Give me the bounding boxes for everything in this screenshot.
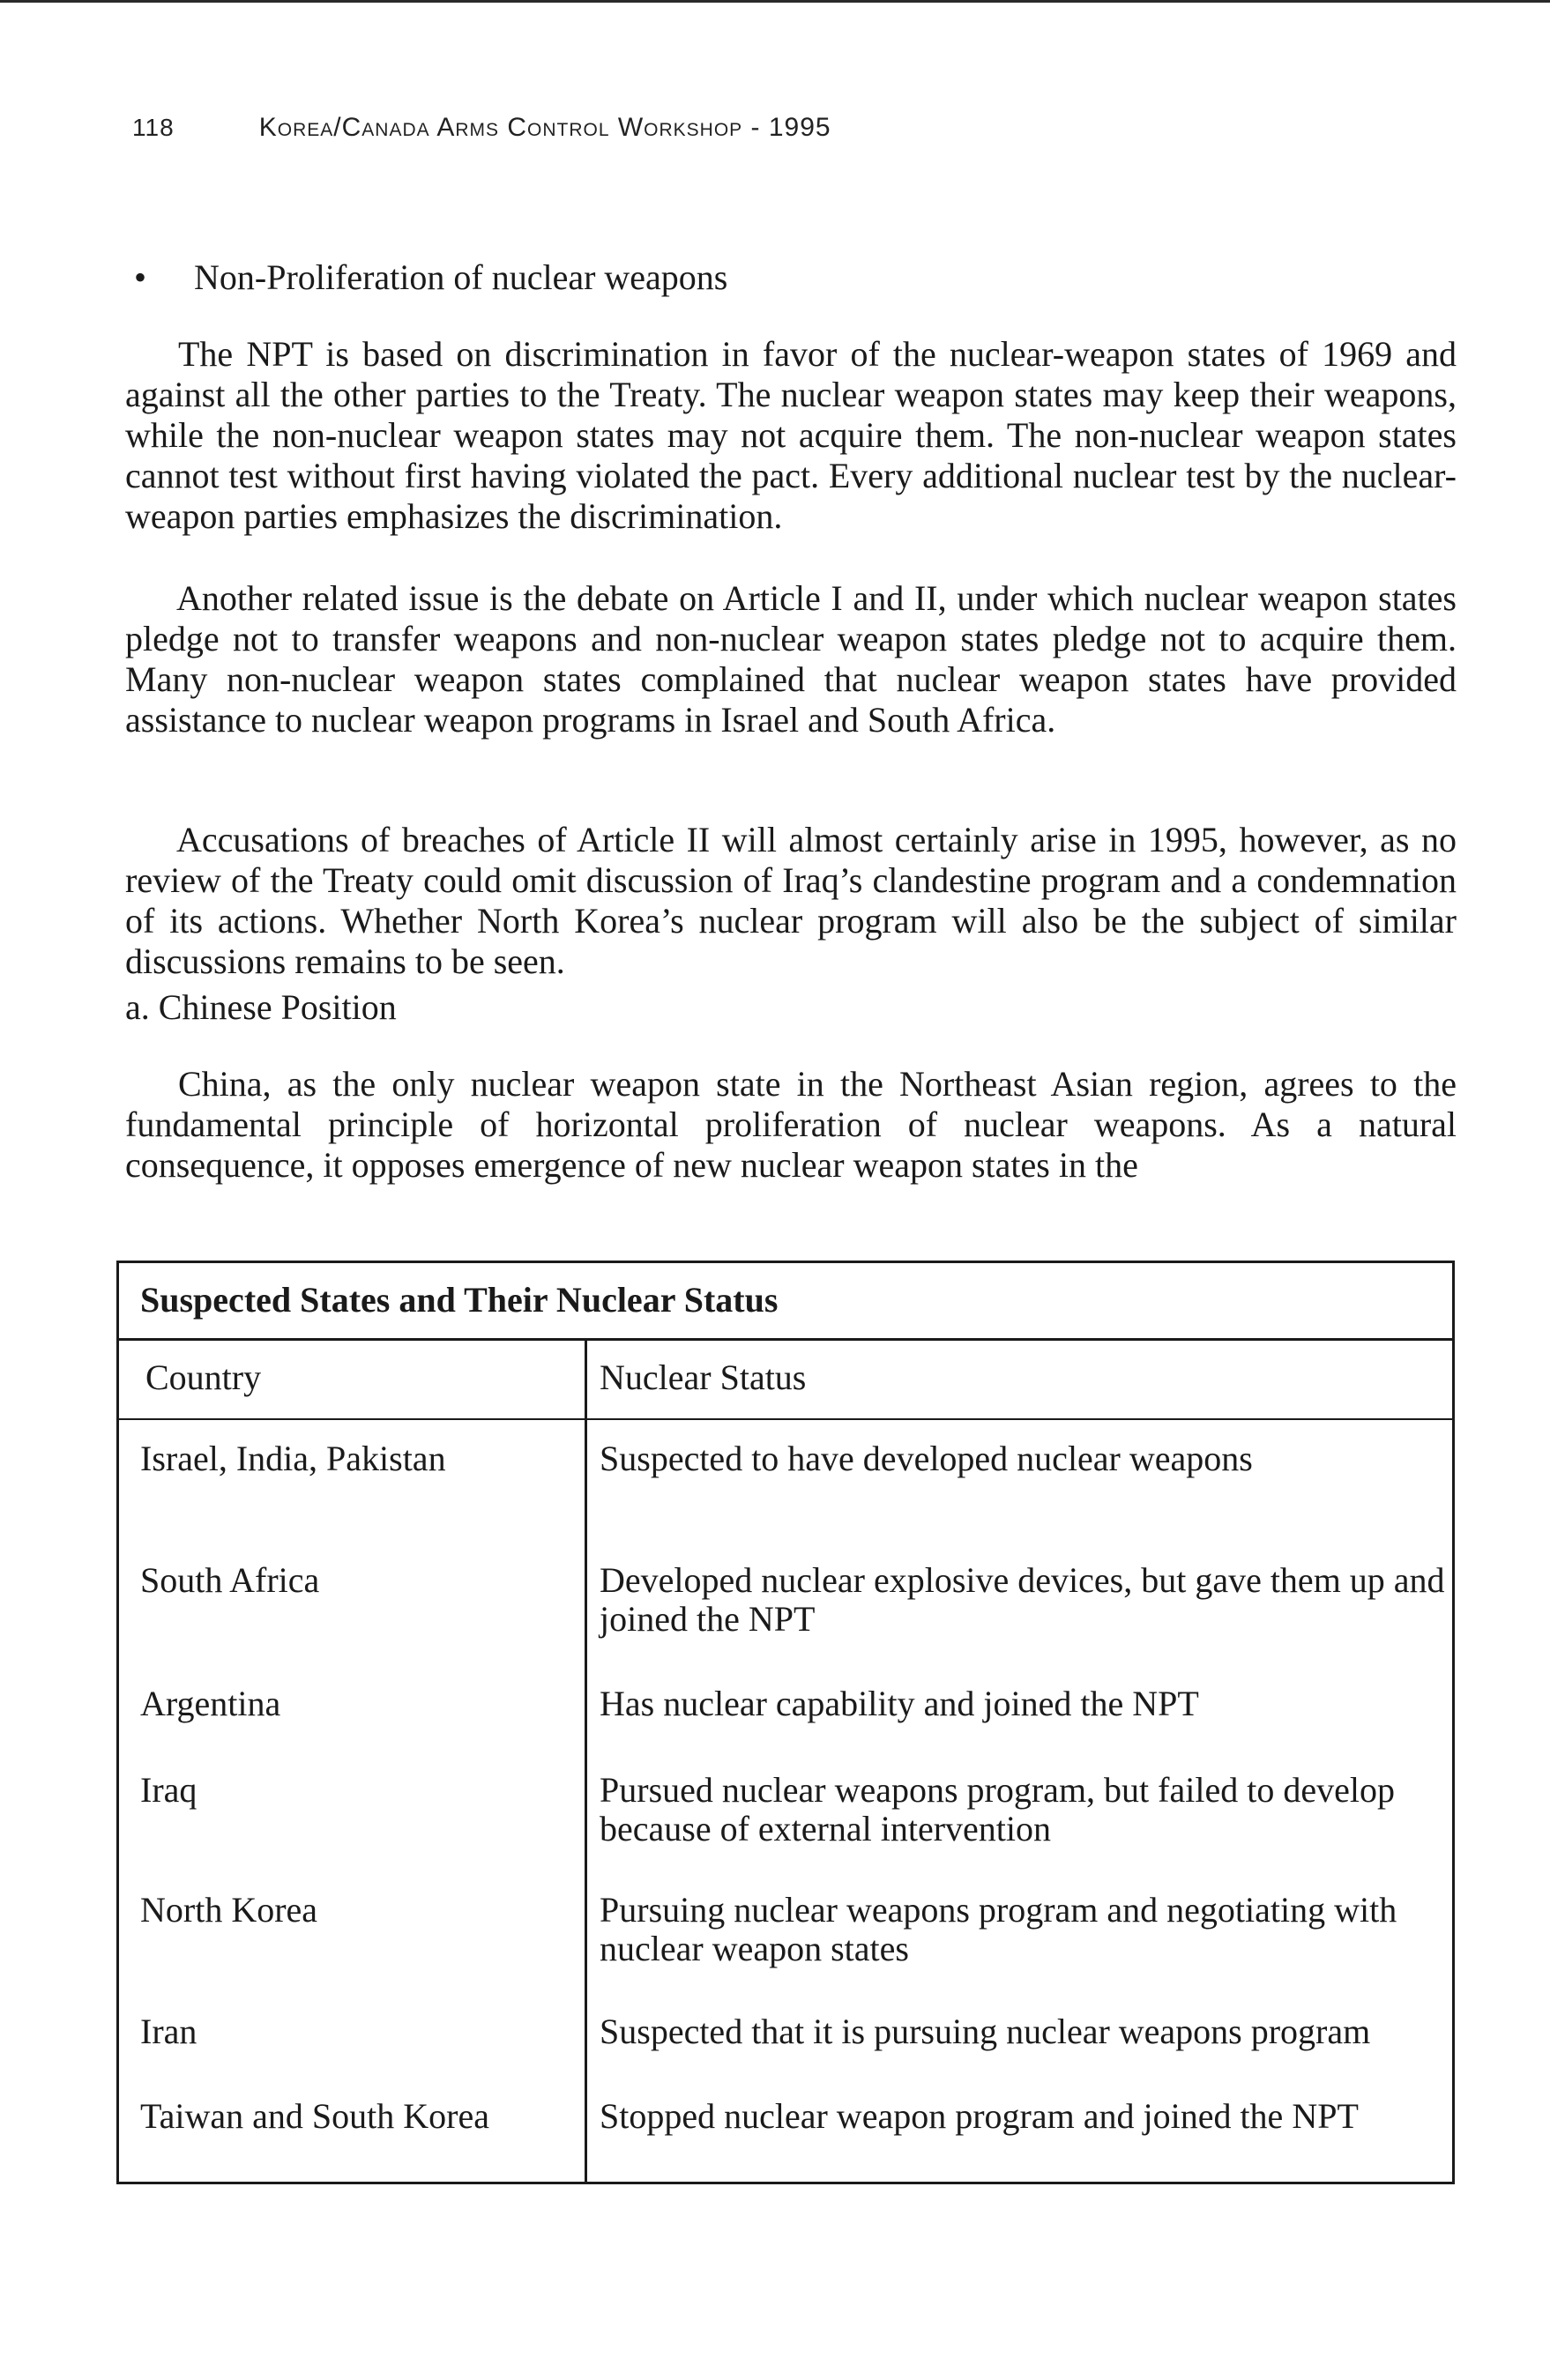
country-cell: Taiwan and South Korea [140, 2096, 489, 2136]
paragraph-article-debate: Another related issue is the debate on Article I and II, under which nuclear weapon states pledge not to transfer weapons and non-nuclear weapon states pledge not to acquire them. Many non-nuclear weapon states complained that nuclear weapon states have provided assistance to nuclear weapon programs in Israel and South Africa. [125, 578, 1457, 740]
status-cell: Has nuclear capability and joined the NPT [600, 1684, 1199, 1723]
column-divider [585, 1341, 587, 2182]
status-cell: Stopped nuclear weapon program and joined the NPT [600, 2096, 1359, 2136]
running-header [132, 113, 831, 143]
country-cell: Israel, India, Pakistan [140, 1439, 446, 1478]
country-cell: Argentina [140, 1684, 281, 1723]
bullet-icon: • [134, 257, 147, 297]
top-border-rule [0, 0, 1550, 3]
section-heading [134, 257, 727, 298]
column-header-status: Nuclear Status [600, 1357, 807, 1397]
status-cell: Developed nuclear explosive devices, but gave them up and joined the NPT [600, 1560, 1445, 1639]
status-cell: Suspected that it is pursuing nuclear weapons program [600, 2012, 1371, 2051]
section-heading-text: Non-Proliferation of nuclear weapons [194, 257, 728, 297]
paragraph-chinese-position: China, as the only nuclear weapon state in the Northeast Asian region, agrees to the fundamental principle of horizontal proliferation of nuclear weapons. As a natural consequence, it opposes emergence of new nuclear weapon states in the [125, 1064, 1457, 1185]
status-cell: Pursued nuclear weapons program, but failed to develop because of external intervention [600, 1770, 1395, 1848]
column-header-country: Country [145, 1357, 262, 1397]
nuclear-status-table [116, 1261, 1455, 2184]
status-cell: Suspected to have developed nuclear weapons [600, 1439, 1253, 1478]
subheading-chinese-position: a. Chinese Position [125, 987, 397, 1027]
running-title: Korea/Canada Arms Control Workshop - 1995 [258, 113, 831, 142]
paragraph-breach-accusations: Accusations of breaches of Article II will almost certainly arise in 1995, however, as no review of the Treaty could omit discussion of Iraq’s clandestine program and a condemnation of its actions. Whether North Korea’s nuclear program will also be the subject of similar discussions remains to be seen. [125, 820, 1457, 981]
paragraph-npt-discrimination: The NPT is based on discrimination in favor of the nuclear-weapon states of 1969 and against all the other parties to the Treaty. The nuclear weapon states may keep their weapons, while the non-nuclear weapon states may not acquire them. The non-nuclear weapon states cannot test without first having violated the pact. Every additional nuclear test by the nuclear-weapon parties emphasizes the discrimination. [125, 334, 1457, 536]
status-cell: Pursuing nuclear weapons program and negotiating with nuclear weapon states [600, 1890, 1397, 1968]
country-cell: North Korea [140, 1890, 318, 1930]
country-cell: Iraq [140, 1770, 197, 1810]
country-cell: South Africa [140, 1560, 320, 1600]
header-divider [119, 1418, 1452, 1420]
page-number: 118 [132, 114, 175, 141]
table-title: Suspected States and Their Nuclear Status [119, 1263, 1452, 1341]
country-cell: Iran [140, 2012, 197, 2051]
